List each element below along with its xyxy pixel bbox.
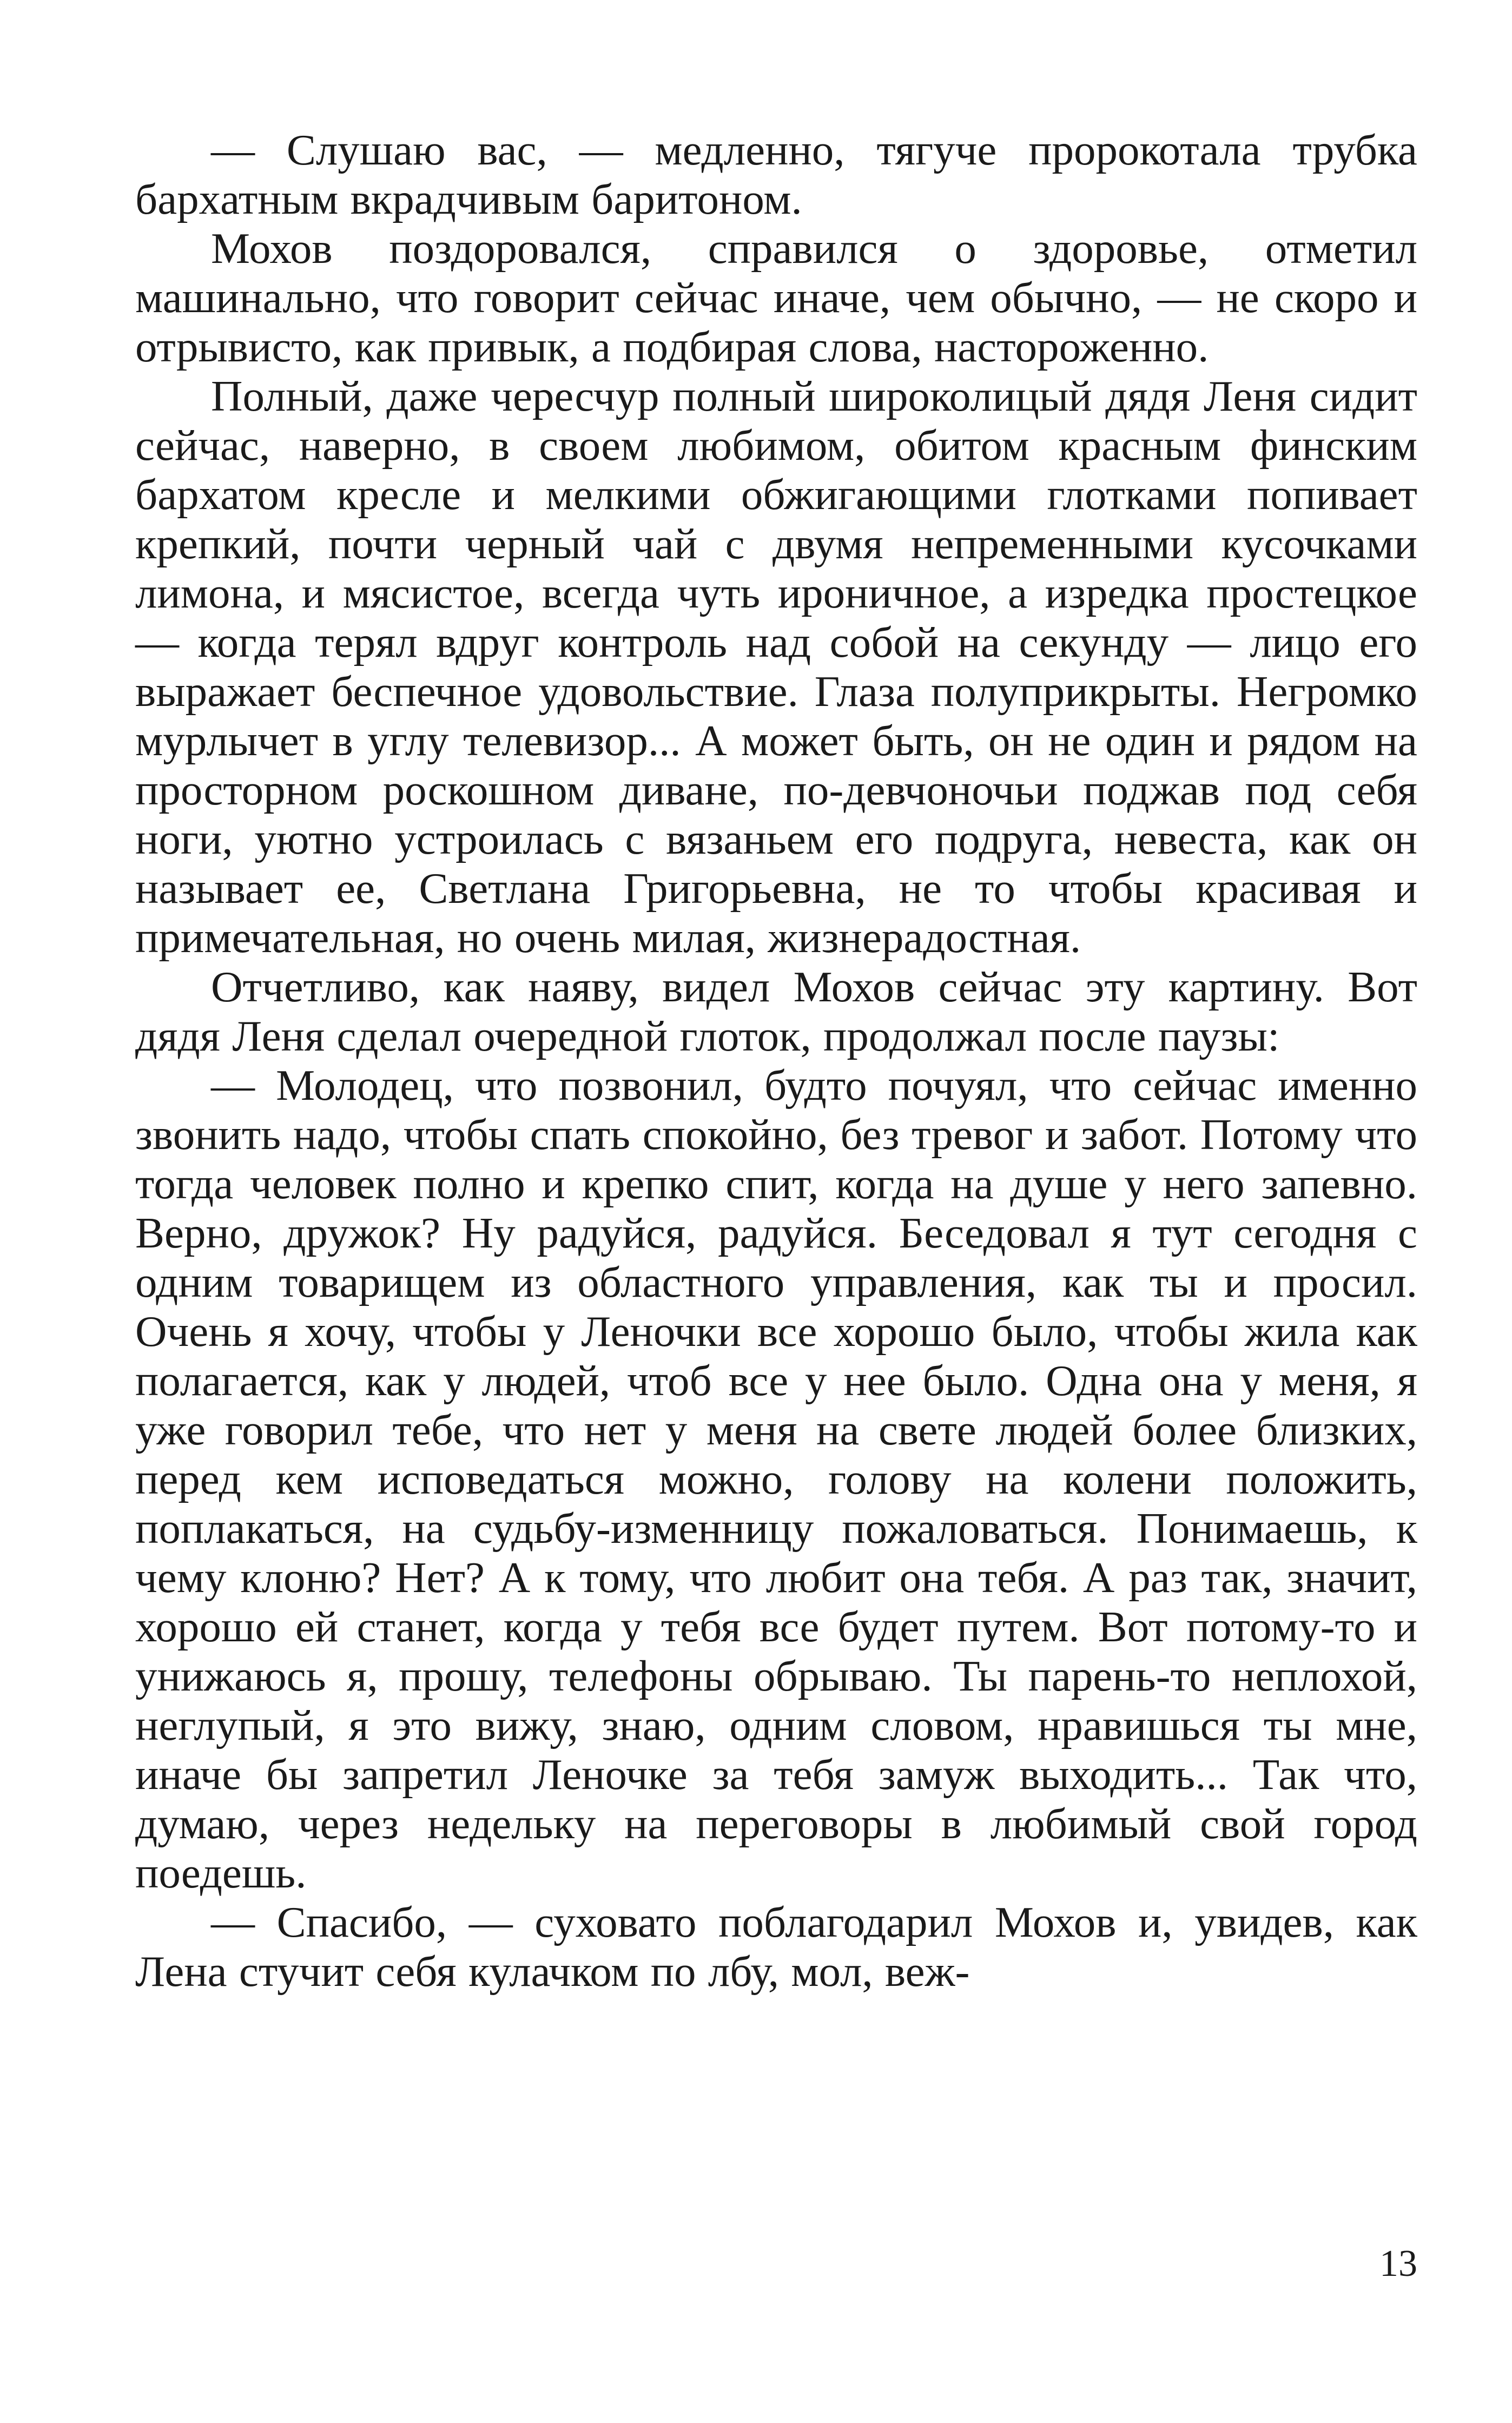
paragraph: Отчетливо, как наяву, видел Мохов сейчас эту картину. Вот дядя Леня сделал очередной глоток, продолжал после паузы: xyxy=(135,962,1417,1060)
page-number: 13 xyxy=(1379,2243,1417,2285)
paragraph: Полный, даже чересчур полный широколицый дядя Леня сидит сейчас, наверно, в своем любимом, обитом красным финским бархатом кресле и мелкими обжигающими глотками попивает крепкий, почти черный чай с двумя непременными кусочками лимона, и мясистое, всегда чуть ироничное, а изредка простецкое — когда терял вдруг контроль над собой на секунду — лицо его выражает беспечное удовольствие. Глаза полуприкрыты. Негромко мурлычет в углу телевизор... А может быть, он не один и рядом на просторном роскошном диване, по-девчоночьи поджав под себя ноги, уютно устроилась с вязаньем его подруга, невеста, как он называет ее, Светлана Григорьевна, не то чтобы красивая и примечательная, но очень милая, жизнерадостная. xyxy=(135,372,1417,962)
paragraph: — Молодец, что позвонил, будто почуял, что сейчас именно звонить надо, чтобы спать спокойно, без тревог и забот. Потому что тогда человек полно и крепко спит, когда на душе у него запевно. Верно, дружок? Ну радуйся, радуйся. Беседовал я тут сегодня с одним товарищем из областного управления, как ты и просил. Очень я хочу, чтобы у Леночки все хорошо было, чтобы жила как полагается, как у людей, чтоб все у нее было. Одна она у меня, я уже говорил тебе, что нет у меня на свете людей более близких, перед кем исповедаться можно, голову на колени положить, поплакаться, на судьбу-изменницу пожаловаться. Понимаешь, к чему клоню? Нет? А к тому, что любит она тебя. А раз так, значит, хорошо ей станет, когда у тебя все будет путем. Вот потому-то и унижаюсь я, прошу, телефоны обрываю. Ты парень-то неплохой, неглупый, я это вижу, знаю, одним словом, нравишься ты мне, иначе бы запретил Леночке за тебя замуж выходить... Так что, думаю, через недельку на переговоры в любимый свой город поедешь. xyxy=(135,1061,1417,1897)
paragraph: Мохов поздоровался, справился о здоровье, отметил машинально, что говорит сейчас иначе, чем обычно, — не скоро и отрывисто, как привык, а подбирая слова, настороженно. xyxy=(135,224,1417,371)
paragraph: — Спасибо, — суховато поблагодарил Мохов и, увидев, как Лена стучит себя кулачком по лбу, мол, веж- xyxy=(135,1898,1417,1996)
paragraph: — Слушаю вас, — медленно, тягуче пророкотала трубка бархатным вкрадчивым баритоном. xyxy=(135,126,1417,223)
page-body xyxy=(135,126,1417,1996)
